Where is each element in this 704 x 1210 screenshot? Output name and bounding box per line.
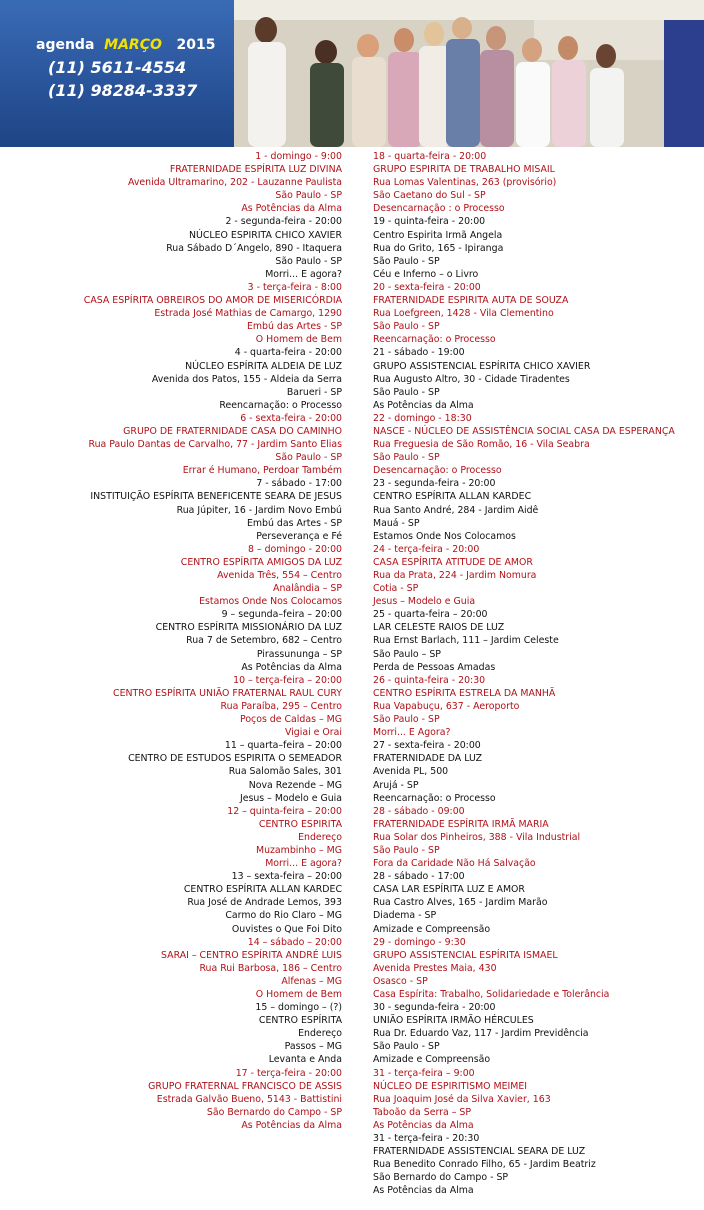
agenda-line: 12 – quinta-feira – 20:00	[227, 805, 342, 817]
agenda-line: 29 - domingo - 9:30	[373, 936, 466, 948]
agenda-line: 4 - quarta-feira - 20:00	[234, 347, 342, 359]
agenda-line: Rua Paulo Dantas de Carvalho, 77 - Jardim Santo Elias	[88, 439, 342, 451]
agenda-line: Rua da Prata, 224 - Jardim Nomura	[373, 570, 537, 581]
contact-panel	[0, 0, 234, 147]
agenda-line: GRUPO ESPIRITA DE TRABALHO MISAIL	[373, 164, 555, 176]
agenda-line: Barueri - SP	[286, 386, 342, 398]
agenda-line: Alfenas – MG	[281, 975, 342, 987]
agenda-line: Reencarnação: o Processo	[373, 334, 496, 346]
agenda-line: Passos – MG	[284, 1041, 342, 1053]
agenda-line: Morri... E agora?	[265, 858, 342, 870]
phone-number-1: (11) 5611-4554	[48, 58, 187, 77]
agenda-line: Estrada Galvão Bueno, 5143 - Battistini	[156, 1093, 342, 1105]
agenda-line: O Homem de Bem	[255, 334, 342, 346]
agenda-line: 11 – quarta–feira – 20:00	[224, 740, 342, 752]
agenda-line: 20 - sexta-feira - 20:00	[373, 281, 481, 293]
agenda-line: 6 - sexta-feira - 20:00	[240, 412, 342, 424]
agenda-line: Rua Paraíba, 295 – Centro	[220, 700, 342, 712]
agenda-line: Rua Rui Barbosa, 186 – Centro	[199, 962, 342, 974]
agenda-line: 10 – terça-feira – 20:00	[233, 674, 342, 686]
agenda-line: 28 - sábado - 09:00	[373, 805, 465, 817]
agenda-line: Rua Júpiter, 16 - Jardim Novo Embú	[176, 504, 342, 516]
agenda-line: 13 – sexta-feira – 20:00	[231, 871, 342, 883]
agenda-line: Rua Lomas Valentinas, 263 (provisório)	[373, 177, 557, 189]
agenda-line: Rua Santo André, 284 - Jardim Aidê	[373, 504, 539, 516]
agenda-line: CASA ESPÍRITA OBREIROS DO AMOR DE MISERICÓRDIA	[83, 295, 342, 307]
agenda-left-column	[0, 150, 342, 1132]
agenda-title	[36, 37, 215, 53]
agenda-line: Estamos Onde Nos Colocamos	[373, 530, 516, 542]
agenda-line: 2 - segunda-feira - 20:00	[225, 216, 342, 228]
agenda-line: As Potências da Alma	[373, 1185, 474, 1197]
agenda-line: NÚCLEO ESPÍRITA ALDEIA DE LUZ	[185, 360, 342, 372]
agenda-line: Rua Dr. Eduardo Vaz, 117 - Jardim Previdência	[373, 1028, 589, 1040]
agenda-line: Rua Freguesia de São Romão, 16 - Vila Seabra	[373, 439, 590, 451]
agenda-line: São Paulo - SP	[275, 190, 342, 202]
agenda-label: agenda	[36, 37, 95, 53]
agenda-line: Rua Ernst Barlach, 111 – Jardim Celeste	[373, 635, 559, 647]
agenda-line: Nova Rezende – MG	[248, 779, 342, 791]
agenda-line: As Potências da Alma	[241, 203, 342, 215]
agenda-line: 28 - sábado - 17:00	[373, 871, 465, 883]
agenda-line: CENTRO ESPÍRITA	[258, 1015, 342, 1027]
agenda-line: 3 - terça-feira - 8:00	[247, 281, 342, 293]
agenda-line: CASA LAR ESPÍRITA LUZ E AMOR	[373, 884, 525, 896]
agenda-line: Rua Castro Alves, 165 - Jardim Marão	[373, 897, 548, 909]
agenda-right-column	[373, 150, 704, 1198]
agenda-line: FRATERNIDADE ASSISTENCIAL SEARA DE LUZ	[373, 1146, 586, 1158]
agenda-line: 23 - segunda-feira - 20:00	[373, 478, 496, 490]
agenda-line: 7 - sábado - 17:00	[256, 478, 342, 490]
agenda-line: Estamos Onde Nos Colocamos	[199, 596, 342, 608]
agenda-line: Jesus – Modelo e Guia	[373, 596, 476, 608]
agenda-line: Rua Benedito Conrado Filho, 65 - Jardim Beatriz	[373, 1159, 596, 1171]
group-photo-illustration	[234, 0, 704, 147]
agenda-line: LAR CELESTE RAIOS DE LUZ	[373, 622, 505, 634]
agenda-year: 2015	[176, 37, 216, 53]
agenda-line: As Potências da Alma	[373, 399, 474, 411]
agenda-line: CASA ESPÍRITA ATITUDE DE AMOR	[373, 556, 533, 568]
agenda-line: Poços de Caldas – MG	[240, 714, 342, 726]
agenda-line: 22 - domingo - 18:30	[373, 412, 472, 424]
header-banner	[0, 0, 704, 147]
agenda-line: Levanta e Anda	[268, 1054, 342, 1066]
agenda-line: Amizade e Compreensão	[373, 1054, 491, 1066]
agenda-line: Osasco - SP	[373, 975, 428, 987]
agenda-line: Ouvistes o Que Foi Dito	[231, 923, 342, 935]
agenda-line: São Paulo - SP	[373, 1041, 440, 1053]
agenda-line: Rua do Grito, 165 - Ipiranga	[373, 242, 504, 254]
agenda-line: O Homem de Bem	[255, 989, 342, 1000]
agenda-line: São Paulo - SP	[275, 452, 342, 464]
agenda-line: Analândia – SP	[273, 583, 342, 595]
agenda-line: INSTITUIÇÃO ESPÍRITA BENEFICENTE SEARA DE JESUS	[90, 491, 342, 503]
agenda-line: São Bernardo do Campo - SP	[373, 1172, 509, 1184]
agenda-line: São Paulo - SP	[373, 452, 440, 464]
agenda-line: Errar é Humano, Perdoar Também	[182, 465, 342, 477]
agenda-line: Avenida Prestes Maia, 430	[373, 962, 497, 974]
agenda-line: GRUPO FRATERNAL FRANCISCO DE ASSIS	[148, 1080, 342, 1092]
agenda-line: 14 – sábado – 20:00	[247, 936, 342, 948]
agenda-line: São Caetano do Sul - SP	[373, 190, 486, 202]
agenda-line: CENTRO ESPÍRITA UNIÃO FRATERNAL RAUL CURY	[113, 687, 342, 699]
agenda-line: São Paulo - SP	[373, 255, 440, 267]
agenda-line: Amizade e Compreensão	[373, 923, 491, 935]
agenda-line: CENTRO ESPÍRITA ALLAN KARDEC	[373, 491, 532, 503]
agenda-line: As Potências da Alma	[373, 1119, 474, 1131]
agenda-line: 15 – domingo – (?)	[255, 1002, 342, 1014]
agenda-line: São Paulo – SP	[373, 648, 441, 660]
agenda-line: Morri... E Agora?	[373, 727, 451, 739]
agenda-line: CENTRO ESPIRITA	[258, 818, 342, 830]
agenda-line: GRUPO DE FRATERNIDADE CASA DO CAMINHO	[123, 425, 342, 437]
agenda-line: Desencarnação : o Processo	[373, 203, 505, 215]
agenda-line: 31 - terça-feira - 20:30	[373, 1133, 480, 1145]
agenda-line: 8 – domingo - 20:00	[247, 543, 342, 555]
agenda-line: Rua Salomão Sales, 301	[228, 766, 342, 778]
agenda-line: 27 - sexta-feira - 20:00	[373, 740, 481, 752]
phone-number-2: (11) 98284-3337	[48, 81, 198, 100]
agenda-line: Casa Espírita: Trabalho, Solidariedade e Tolerância	[373, 989, 610, 1000]
agenda-line: São Bernardo do Campo - SP	[206, 1106, 342, 1118]
agenda-line: Centro Espirita Irmã Angela	[373, 229, 503, 241]
agenda-line: CENTRO ESPÍRITA MISSIONÁRIO DA LUZ	[155, 622, 342, 634]
agenda-line: Reencarnação: o Processo	[373, 792, 496, 804]
agenda-line: Embú das Artes - SP	[246, 517, 342, 529]
agenda-line: Mauá - SP	[373, 517, 420, 529]
agenda-line: São Paulo - SP	[373, 714, 440, 726]
agenda-line: 19 - quinta-feira - 20:00	[373, 216, 486, 228]
agenda-line: NASCE - NÚCLEO DE ASSISTÊNCIA SOCIAL CASA DA ESPERANÇA	[373, 425, 675, 437]
agenda-line: São Paulo - SP	[373, 844, 440, 856]
agenda-line: GRUPO ASSISTENCIAL ESPÍRITA ISMAEL	[373, 949, 558, 961]
agenda-line: Avenida Ultramarino, 202 - Lauzanne Paulista	[128, 177, 342, 189]
agenda-line: Taboão da Serra – SP	[373, 1106, 471, 1118]
agenda-line: 1 - domingo - 9:00	[255, 151, 342, 162]
agenda-line: São Paulo - SP	[373, 321, 440, 333]
agenda-line: CENTRO DE ESTUDOS ESPIRITA O SEMEADOR	[128, 753, 342, 765]
agenda-line: Endereço	[298, 831, 342, 843]
agenda-line: Reencarnação: o Processo	[219, 399, 342, 411]
agenda-line: FRATERNIDADE ESPÍRITA LUZ DIVINA	[169, 164, 342, 176]
agenda-line: GRUPO ASSISTENCIAL ESPÍRITA CHICO XAVIER	[373, 360, 591, 372]
agenda-line: Rua 7 de Setembro, 682 – Centro	[186, 635, 342, 647]
agenda-line: Avenida Três, 554 – Centro	[217, 570, 342, 581]
agenda-line: 26 - quinta-feira - 20:30	[373, 674, 486, 686]
agenda-line: Rua Joaquim José da Silva Xavier, 163	[373, 1093, 551, 1105]
agenda-line: FRATERNIDADE ESPÍRITA IRMÃ MARIA	[373, 818, 549, 830]
agenda-line: Rua Solar dos Pinheiros, 388 - Vila Industrial	[373, 831, 581, 843]
agenda-line: Desencarnação: o Processo	[373, 465, 502, 477]
agenda-line: SARAI – CENTRO ESPÍRITA ANDRÉ LUIS	[161, 949, 342, 961]
agenda-line: Rua Loefgreen, 1428 - Vila Clementino	[373, 308, 554, 320]
agenda-line: Embú das Artes - SP	[246, 321, 342, 333]
agenda-line: 17 - terça-feira - 20:00	[235, 1067, 342, 1079]
agenda-line: As Potências da Alma	[241, 661, 342, 673]
agenda-line: 21 - sábado - 19:00	[373, 347, 465, 359]
agenda-line: Jesus – Modelo e Guia	[239, 792, 342, 804]
agenda-line: 25 - quarta-feira – 20:00	[373, 609, 488, 621]
agenda-line: Avenida dos Patos, 155 - Aldeia da Serra	[151, 373, 342, 385]
agenda-line: Cotia - SP	[373, 583, 419, 595]
agenda-line: FRATERNIDADE ESPIRITA AUTA DE SOUZA	[373, 295, 569, 307]
agenda-line: CENTRO ESPÍRITA ESTRELA DA MANHÃ	[373, 687, 556, 699]
agenda-line: Muzambinho – MG	[255, 844, 342, 856]
agenda-month: MARÇO	[104, 37, 162, 53]
agenda-line: Pirassununga – SP	[256, 648, 342, 660]
agenda-line: Rua Vapabuçu, 637 - Aeroporto	[373, 700, 520, 712]
agenda-line: As Potências da Alma	[241, 1119, 342, 1131]
agenda-line: NÚCLEO DE ESPIRITISMO MEIMEI	[373, 1080, 528, 1092]
agenda-line: Diadema - SP	[373, 910, 437, 922]
agenda-line: Endereço	[298, 1028, 342, 1040]
agenda-line: Rua Augusto Altro, 30 - Cidade Tiradentes	[373, 373, 570, 385]
agenda-line: 30 - segunda-feira - 20:00	[373, 1002, 496, 1014]
agenda-line: Carmo do Rio Claro – MG	[225, 910, 342, 922]
agenda-line: Estrada José Mathias de Camargo, 1290	[154, 308, 342, 320]
agenda-line: São Paulo - SP	[275, 255, 342, 267]
agenda-line: 18 - quarta-feira - 20:00	[373, 151, 487, 162]
agenda-line: CENTRO ESPÍRITA AMIGOS DA LUZ	[180, 556, 342, 568]
agenda-line: Fora da Caridade Não Há Salvação	[373, 858, 536, 870]
agenda-line: Perda de Pessoas Amadas	[373, 661, 496, 673]
agenda-line: Céu e Inferno – o Livro	[373, 268, 479, 280]
agenda-line: Perseverança e Fé	[256, 530, 342, 542]
group-photo	[234, 0, 704, 147]
agenda-line: CENTRO ESPÍRITA ALLAN KARDEC	[183, 884, 342, 896]
agenda-line: 24 - terça-feira - 20:00	[373, 543, 480, 555]
agenda-line: Morri... E agora?	[265, 268, 342, 280]
agenda-line: NÚCLEO ESPIRITA CHICO XAVIER	[188, 229, 342, 241]
agenda-line: FRATERNIDADE DA LUZ	[373, 753, 483, 765]
agenda-line: Avenida PL, 500	[373, 766, 449, 778]
agenda-line: 9 – segunda–feira – 20:00	[221, 609, 342, 621]
agenda-line: 31 - terça-feira – 9:00	[373, 1067, 475, 1079]
agenda-line: Vigiai e Orai	[284, 727, 342, 739]
agenda-line: UNIÃO ESPÍRITA IRMÃO HÉRCULES	[373, 1015, 534, 1027]
agenda-line: Rua José de Andrade Lemos, 393	[187, 897, 342, 909]
agenda-line: Rua Sábado D´Angelo, 890 - Itaquera	[166, 242, 342, 254]
agenda-line: São Paulo - SP	[373, 386, 440, 398]
agenda-line: Arujá - SP	[373, 779, 419, 791]
